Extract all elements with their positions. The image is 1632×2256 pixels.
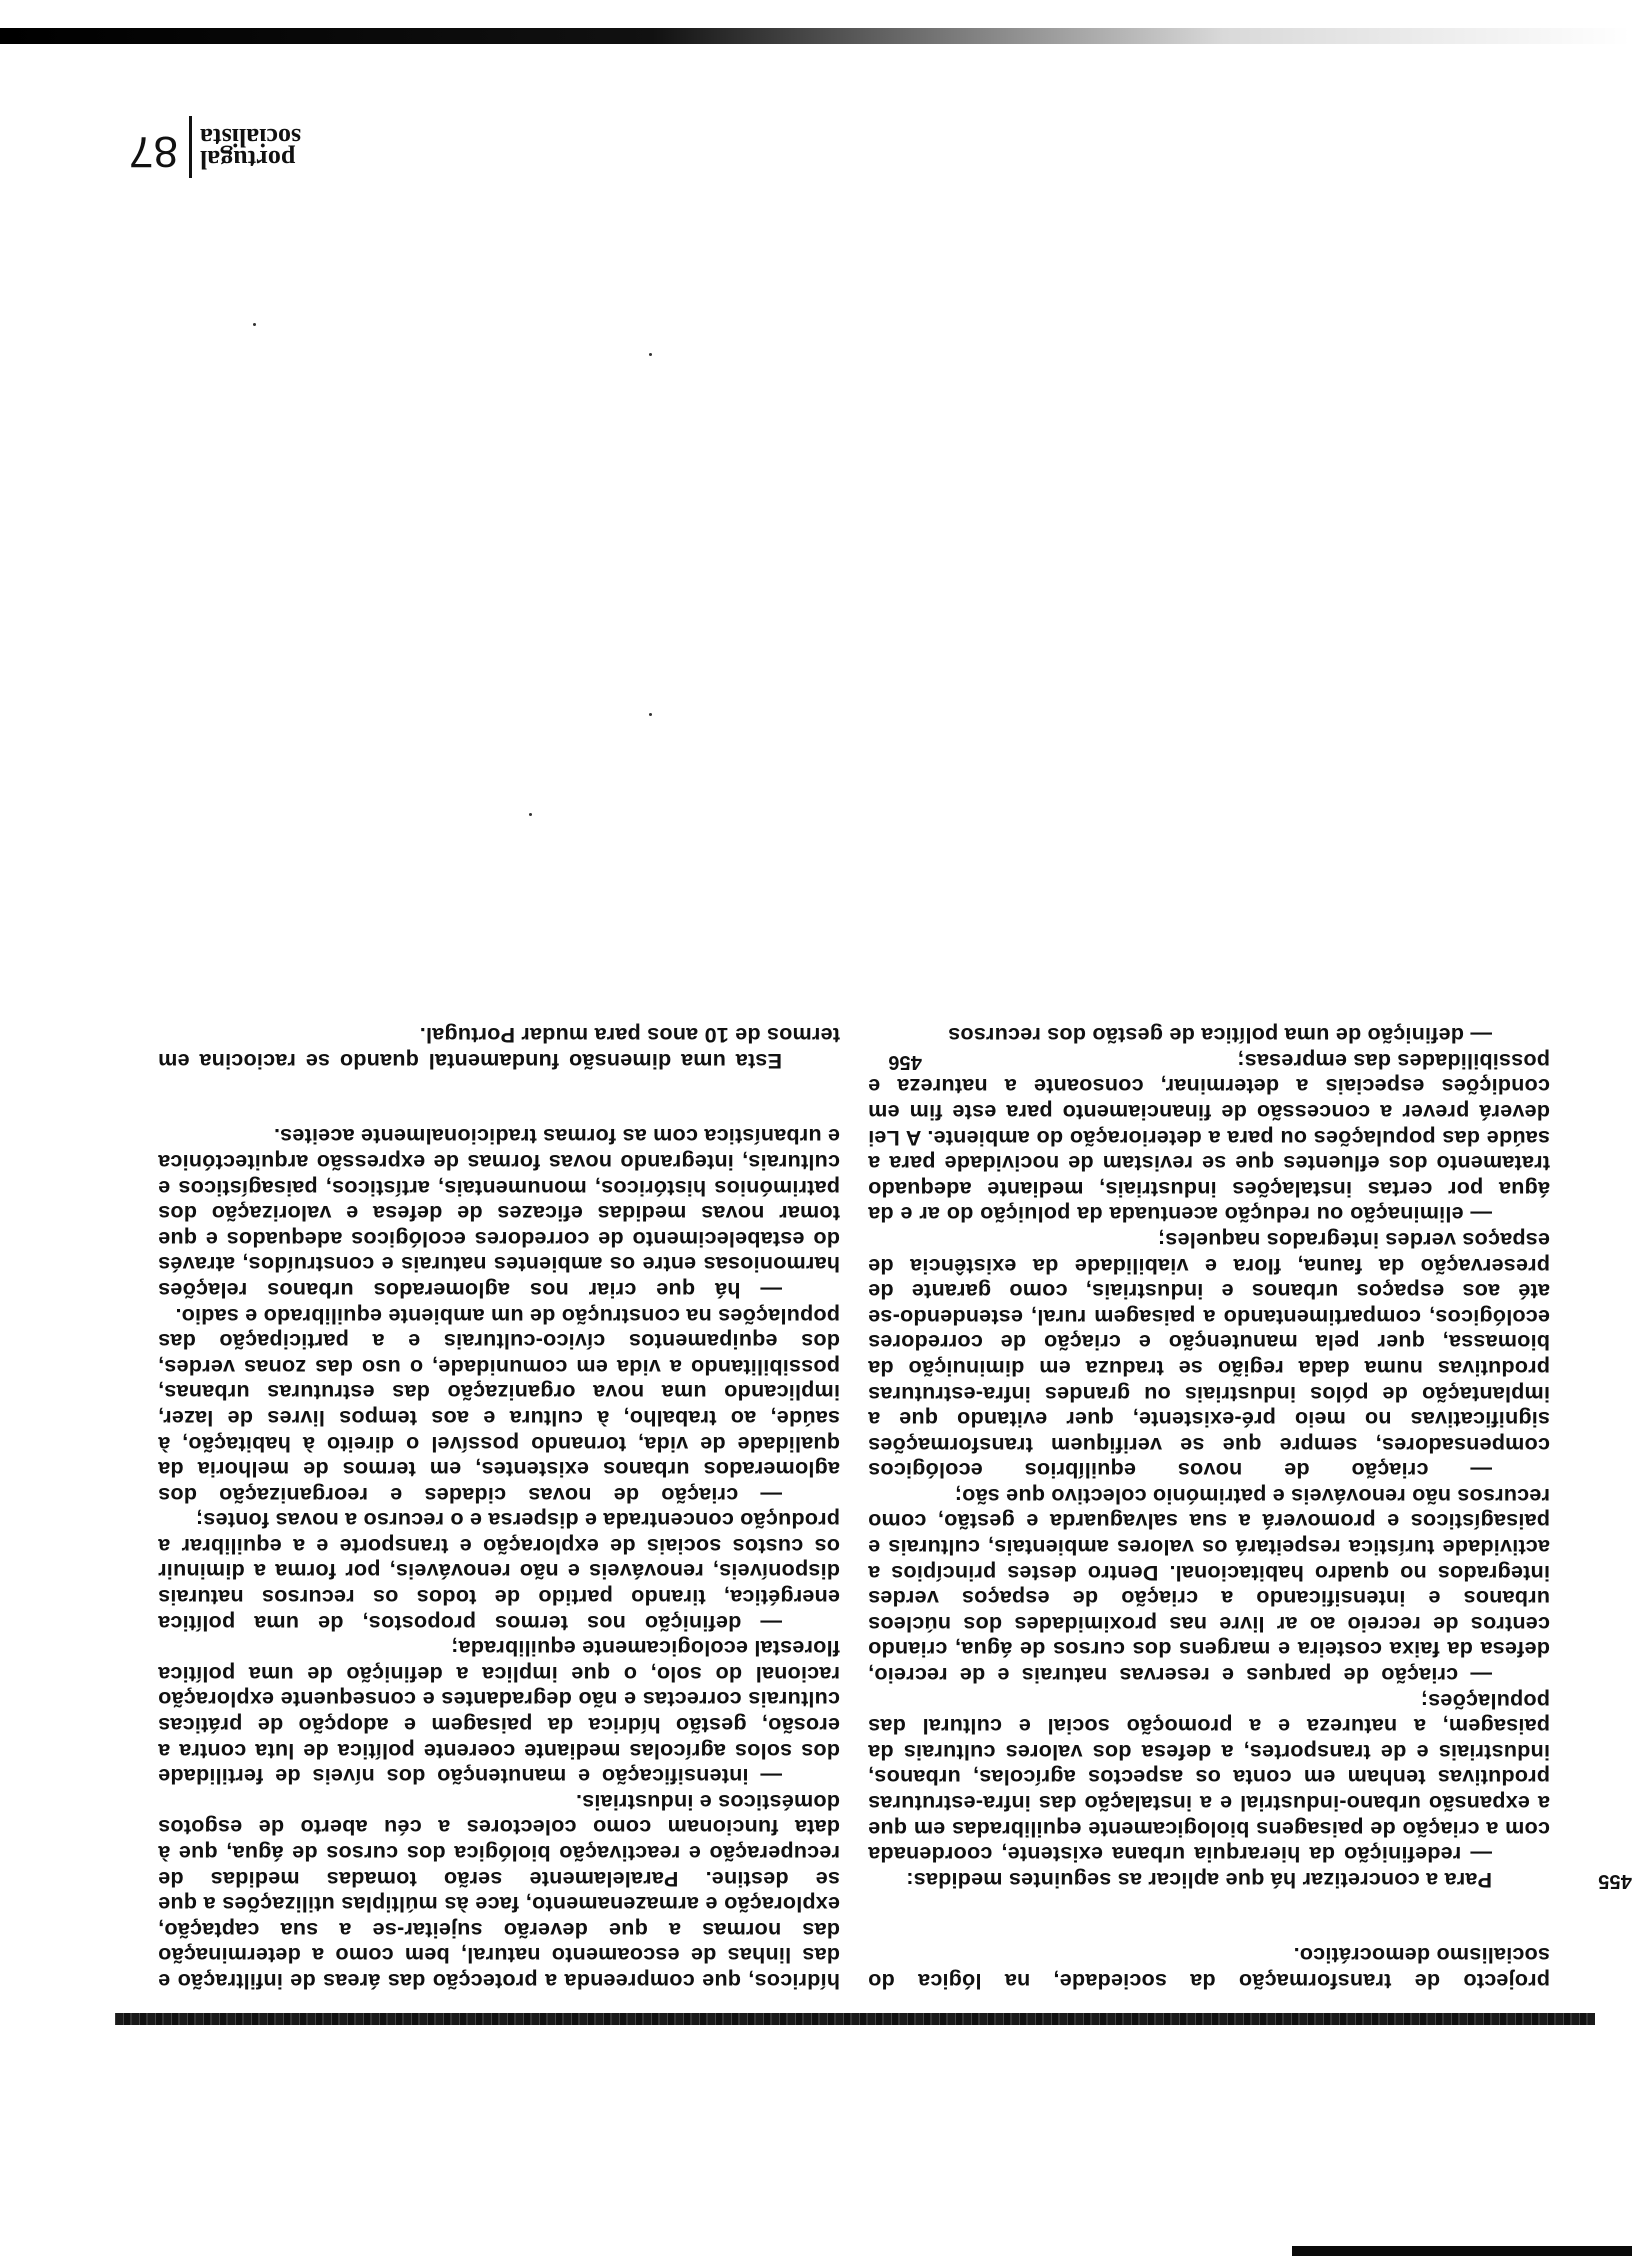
list-item: — definição nos termos propostos, de uma política energética, tirando partido de todos os recursos naturais disponíveis, renováveis e não renováveis, por forma a diminuir os custos sociais de exploração e transporte e a equilibrar a produção concentrada e dispersa e o recurso a novas fontes; [158, 1508, 840, 1636]
section-456 [158, 1023, 922, 1074]
list-item: — definição de uma política de gestão dos recursos [948, 1023, 1492, 1049]
running-footer [90, 80, 350, 180]
list-item: — há que criar nos aglomerados urbanos relações harmoniosas entre os ambientes naturais e construídos, através do estabelecimento de corredores ecológicos adequados e que tomar novas medidas eficazes de defesa e valorização dos patrimónios históricos, monumentais, artísticos, paisagísticos e culturais, integrando novas formas de expressão arquitectónica e urbanística com as formas tradicionalmente aceites. [158, 1124, 840, 1303]
section-455 [868, 1867, 1632, 1893]
list-item: — intensificação e manutenção dos níveis de fertilidade dos solos agrícolas mediante coerente política de luta contra a erosão, gestão hídrica da paisagem e adopção de práticas culturais correctas e não degradantes e consequente exploração racional do solo, o que implica a definição de uma política florestal ecologicamente equilibrada; [158, 1636, 840, 1790]
list-item: — criação de novos equilíbrios ecológicos compensadores, sempre que se verifiquem transformações significativas no meio pré-existente, quer evitando que a implantação de pólos industriais ou grandes infra-estruturas produtivas numa dada região se traduza em diminuição da biomassa, quer pela manutenção e criação de corredores ecológicos, compartimentando a paisagem rural, estendendo-se até aos espaços urbanos e industriais, como garante de preservação da fauna, flora e viabilidade da existência de espaços verdes integrados naqueles; [868, 1227, 1550, 1484]
paragraph-gap [868, 1893, 1550, 1943]
paragraph-number: 456 [888, 1050, 922, 1073]
scan-edge-bar [1292, 2246, 1632, 2256]
intro-paragraph: projecto de transformação da sociedade, na lógica do socialismo democrático. [868, 1943, 1550, 1994]
list-item: — redefinição da hierarquia urbana existente, coordenada com a criação de paisagens biologicamente equilibradas em que a expansão urbano-industrial e a instalação das infra-estruturas produtivas tenham em conta os aspectos agrícolas, urbanos, industriais e de transportes, a defesa dos valores culturais da paisagem, a natureza e a promoção social e cultural das populações; [868, 1688, 1550, 1868]
publication-line-1: portugal [200, 145, 296, 174]
scan-speck [529, 813, 532, 816]
header-rule [115, 2013, 1595, 2025]
list-item: — criação de parques e reservas naturais e de recreio, defesa da faixa costeira e margens dos cursos de água, criando centros de recreio ao ar livre nas proximidades dos núcleos urbanos e intensificando a criação de espaços verdes integrados no quadro habitacional. Dentro destes princípios a actividade turística respeitará os valores ambientais, culturais e paisagísticos e promoverá a sua salvaguarda e gestão, como recursos não renováveis e património colectivo que são; [868, 1483, 1550, 1689]
list-item: — criação de novas cidades e reorganização dos aglomerados urbanos existentes, em termos de melhoria da qualidade de vida, tornando possível o direito à habitação, à saúde, ao trabalho, à cultura e aos tempos livres de lazer, implicando uma nova organização das estruturas urbanas, possibilitando a vida em comunidade, o uso das zonas verdes, dos equipamentos cívico-culturais e a participação das populações na construção de um ambiente equilibrado e sadio. [158, 1303, 840, 1508]
scan-edge-shadow [0, 28, 1632, 44]
publication-name [200, 123, 350, 174]
section-lead: Para a concretizar há que aplicar as seguintes medidas: [906, 1867, 1492, 1893]
scan-speck [649, 353, 652, 356]
continuation-paragraph: hídricos, que compreenda a protecção das áreas de infiltração e das linhas de escoamento natural, bem como a determinação das normas a que deverão sujeitar-se a sua captação, exploração e armazenamento, face às múltiplas utilizações a que se destine. Paralelamente serão tomadas medidas de recuperação e reactivação biológica dos cursos de água, que à data funcionam como colectores a céu aberto de esgotos domésticos e industriais. [158, 1789, 840, 1994]
publication-line-2: socialista [200, 123, 302, 152]
left-column [868, 1023, 1632, 1994]
list-item: — eliminação ou redução acentuada da poluição do ar e da água por certas instalações industriais, mediante adequado tratamento dos efluentes que se revistam de nocividade para a saúde das populações ou para a deterioração do ambiente. A Lei deverá prever a concessão de financiamento para este fim em condições especiais a determinar, consoante a natureza e possibilidades das empresas; [868, 1048, 1550, 1228]
vertical-divider [189, 116, 192, 178]
paragraph-number: 455 [1598, 1869, 1632, 1892]
scan-speck [253, 323, 256, 326]
right-column [158, 1023, 922, 1994]
page-number: 87 [129, 127, 178, 176]
scan-speck [649, 713, 652, 716]
section-text: Esta uma dimensão fundamental quando se raciocina em termos de 10 anos para mudar Portugal. [158, 1023, 840, 1074]
paragraph-gap [158, 1074, 840, 1124]
